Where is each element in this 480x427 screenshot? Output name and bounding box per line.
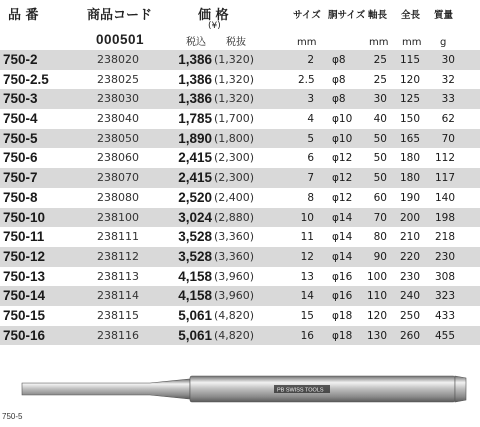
price-tax-excluded: (2,400)	[214, 190, 255, 204]
table-row	[0, 168, 480, 188]
product-code: 238060	[97, 151, 139, 165]
shaft-diameter: φ8	[332, 54, 346, 66]
total-length: 150	[399, 113, 420, 126]
product-code: 238040	[97, 112, 139, 126]
price-tax-included: 1,386	[178, 91, 212, 107]
price-tax-excluded: (1,320)	[214, 92, 255, 106]
unit-weight: g	[440, 37, 447, 48]
table-row	[0, 188, 480, 208]
header-shaft-length: 軸長	[368, 10, 388, 21]
header-total-length: 全長	[401, 10, 421, 21]
size: 3	[307, 93, 314, 106]
part-number: 750-3	[3, 91, 38, 107]
shaft-length: 50	[373, 132, 387, 145]
shaft-length: 80	[373, 231, 387, 244]
total-length: 165	[399, 132, 420, 145]
table-row	[0, 247, 480, 267]
total-length: 210	[399, 231, 420, 244]
total-length: 240	[399, 290, 420, 303]
part-number: 750-16	[3, 327, 46, 343]
weight: 112	[434, 152, 455, 165]
table-row	[0, 70, 480, 90]
pin-punch-illustration	[0, 370, 480, 427]
header-price-unit: (¥)	[208, 21, 221, 31]
header-tax-included: 税込	[186, 37, 206, 48]
shaft-diameter: φ18	[332, 329, 353, 342]
price-tax-included: 1,890	[178, 130, 212, 146]
shaft-diameter: φ14	[332, 231, 353, 244]
size: 2.5	[298, 73, 315, 86]
product-code: 238112	[97, 249, 139, 263]
weight: 30	[441, 54, 455, 66]
part-number: 750-14	[3, 288, 46, 304]
product-code: 238114	[97, 289, 139, 303]
part-number: 750-10	[3, 209, 46, 225]
header-price: 価 格	[198, 8, 229, 23]
product-code: 238115	[97, 308, 139, 322]
part-number: 750-4	[3, 111, 38, 127]
shaft-length: 90	[373, 250, 387, 263]
total-length: 260	[399, 329, 420, 342]
price-tax-included: 1,785	[178, 111, 212, 127]
total-length: 180	[399, 152, 420, 165]
size: 13	[300, 270, 314, 283]
part-number: 750-15	[3, 307, 46, 323]
unit-total-length: mm	[402, 37, 422, 48]
total-length: 220	[399, 250, 420, 263]
product-code: 238070	[97, 171, 139, 185]
table-row	[0, 227, 480, 247]
shaft-diameter: φ8	[332, 73, 346, 86]
punch-striking-end	[455, 376, 466, 402]
part-number: 750-5	[3, 130, 38, 146]
price-tax-included: 3,528	[178, 229, 212, 245]
size: 7	[307, 172, 314, 185]
price-tax-excluded: (1,800)	[214, 131, 255, 145]
total-length: 120	[399, 73, 420, 86]
shaft-length: 60	[373, 191, 387, 204]
size: 12	[300, 250, 314, 263]
shaft-length: 25	[373, 73, 387, 86]
part-number: 750-13	[3, 268, 46, 284]
product-code: 238020	[97, 53, 139, 66]
product-code: 238116	[97, 328, 139, 342]
part-number: 750-6	[3, 150, 38, 166]
size: 6	[307, 152, 314, 165]
size: 8	[307, 191, 314, 204]
product-code: 238025	[97, 72, 139, 86]
shaft-diameter: φ10	[332, 132, 353, 145]
price-tax-excluded: (2,300)	[214, 171, 255, 185]
size: 16	[300, 329, 314, 342]
part-number: 750-7	[3, 170, 38, 186]
shaft-diameter: φ12	[332, 172, 353, 185]
price-tax-excluded: (3,360)	[214, 230, 255, 244]
weight: 323	[434, 290, 455, 303]
shaft-diameter: φ16	[332, 290, 353, 303]
shaft-length: 40	[373, 113, 387, 126]
total-length: 115	[399, 54, 420, 66]
shaft-length: 120	[367, 309, 388, 322]
weight: 117	[434, 172, 455, 185]
unit-shaft-length: mm	[369, 37, 389, 48]
table-row	[0, 109, 480, 129]
size: 10	[300, 211, 314, 224]
part-number: 750-11	[3, 229, 45, 245]
price-tax-included: 1,386	[178, 52, 212, 67]
shaft-length: 110	[367, 290, 388, 303]
table-row	[0, 267, 480, 287]
price-tax-excluded: (1,320)	[214, 53, 255, 66]
weight: 140	[434, 191, 455, 204]
price-tax-included: 5,061	[178, 307, 212, 323]
shaft-diameter: φ12	[332, 191, 353, 204]
shaft-length: 70	[373, 211, 387, 224]
size: 5	[307, 132, 314, 145]
table-row	[0, 50, 480, 70]
table-row	[0, 326, 480, 346]
shaft-diameter: φ14	[332, 250, 353, 263]
total-length: 190	[399, 191, 420, 204]
header-tax-excluded: 税抜	[226, 37, 246, 48]
shaft-length: 100	[367, 270, 388, 283]
header-shaft-dia: 胴サイズ	[328, 10, 366, 21]
shaft-diameter: φ8	[332, 93, 346, 106]
price-tax-included: 5,061	[178, 327, 212, 343]
brand-mark-text: PB SWISS TOOLS	[277, 387, 324, 394]
price-tax-included: 2,415	[178, 150, 212, 166]
product-code: 238111	[97, 230, 139, 244]
product-code: 238100	[97, 210, 139, 224]
spec-table	[0, 50, 480, 345]
price-tax-included: 4,158	[178, 268, 212, 284]
shaft-diameter: φ10	[332, 113, 353, 126]
price-tax-excluded: (3,960)	[214, 289, 255, 303]
price-tax-excluded: (4,820)	[214, 308, 255, 322]
shaft-length: 50	[373, 152, 387, 165]
price-tax-included: 3,024	[178, 209, 212, 225]
product-code: 238050	[97, 131, 139, 145]
price-tax-included: 2,415	[178, 170, 212, 186]
weight: 32	[441, 73, 455, 86]
weight: 198	[434, 211, 455, 224]
shaft-length: 50	[373, 172, 387, 185]
total-length: 250	[399, 309, 420, 322]
product-code: 238113	[97, 269, 139, 283]
shaft-length: 30	[373, 93, 387, 106]
shaft-length: 25	[373, 54, 387, 66]
table-header	[0, 0, 480, 46]
price-tax-excluded: (2,300)	[214, 151, 255, 165]
shaft-diameter: φ14	[332, 211, 353, 224]
price-tax-excluded: (3,360)	[214, 249, 255, 263]
price-tax-excluded: (1,700)	[214, 112, 255, 126]
total-length: 200	[399, 211, 420, 224]
total-length: 125	[399, 93, 420, 106]
weight: 230	[434, 250, 455, 263]
weight: 455	[434, 329, 455, 342]
table-row	[0, 89, 480, 109]
weight: 33	[441, 93, 455, 106]
shaft-diameter: φ18	[332, 309, 353, 322]
table-row	[0, 306, 480, 326]
code-prefix: 000501	[96, 32, 145, 47]
size: 2	[307, 54, 314, 66]
size: 15	[300, 309, 314, 322]
table-row	[0, 286, 480, 306]
price-tax-included: 4,158	[178, 288, 212, 304]
header-product-code: 商品コード	[87, 8, 153, 23]
punch-pin	[22, 379, 190, 399]
price-tax-excluded: (2,880)	[214, 210, 255, 224]
weight: 62	[441, 113, 455, 126]
table-row	[0, 148, 480, 168]
price-tax-excluded: (1,320)	[214, 72, 255, 86]
table-row	[0, 129, 480, 149]
header-weight: 質量	[434, 10, 454, 21]
product-code: 238080	[97, 190, 139, 204]
price-tax-included: 1,386	[178, 71, 212, 87]
weight: 308	[434, 270, 455, 283]
product-code: 238030	[97, 92, 139, 106]
part-number: 750-8	[3, 189, 38, 205]
price-tax-included: 3,528	[178, 248, 212, 264]
header-part-no: 品 番	[8, 8, 39, 23]
shaft-length: 130	[367, 329, 388, 342]
tool-caption: 750-5	[2, 412, 23, 421]
header-size: サイズ	[293, 10, 321, 21]
part-number: 750-12	[3, 248, 46, 264]
size: 4	[307, 113, 314, 126]
price-tax-excluded: (3,960)	[214, 269, 255, 283]
weight: 70	[441, 132, 455, 145]
size: 14	[300, 290, 314, 303]
table-row	[0, 208, 480, 228]
total-length: 230	[399, 270, 420, 283]
price-tax-excluded: (4,820)	[214, 328, 255, 342]
unit-size: mm	[297, 37, 317, 48]
size: 11	[300, 231, 314, 244]
price-tax-included: 2,520	[178, 189, 212, 205]
shaft-diameter: φ16	[332, 270, 353, 283]
part-number: 750-2	[3, 52, 38, 67]
total-length: 180	[399, 172, 420, 185]
weight: 433	[434, 309, 455, 322]
part-number: 750-2.5	[3, 71, 49, 87]
weight: 218	[434, 231, 455, 244]
shaft-diameter: φ12	[332, 152, 353, 165]
